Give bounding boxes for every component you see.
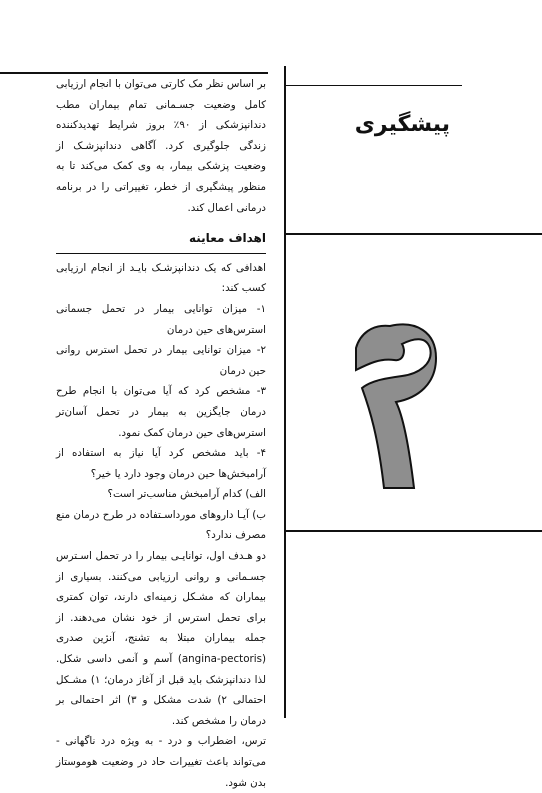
closing-paragraph: ترس، اضطراب و درد - به ویژه درد ناگهانی - می‌تواند باعث تغییرات حاد در وضعیت هوموستاز بدن شود. bbox=[56, 735, 266, 789]
list-item: الف) کدام آرامبخش مناسب‌تر است؟ bbox=[107, 488, 266, 501]
intro-paragraph: بر اساس نظر مک کارتی می‌توان با انجام ارزیابی کامل وضعیت جسـمانی تمام بیماران مطب دندانپزشکی از ۹۰٪ بروز شرایط تهدیدکننده زندگی جلوگیری کرد. آگاهی دندانپزشـک از وضعیت پزشکی بیمار، به وی کمک می‌کند تا به منظور پیشگیری از خطر، تغییراتی را در برنامه درمانی اعمال کند. bbox=[56, 78, 266, 214]
list-item: ب) آیـا داروهای مورداسـتفاده در طرح درمان منع مصرف ندارد؟ bbox=[56, 508, 266, 542]
chapter-title: پیشگیری bbox=[354, 112, 450, 137]
section-heading: اهداف معاینه bbox=[56, 228, 266, 254]
chapter-number-graphic bbox=[332, 318, 442, 498]
title-rule bbox=[286, 85, 462, 86]
list-item: ۲- میزان توانایی بیمار در تحمل استرس روانی حین درمان bbox=[56, 344, 266, 377]
list-item: ۴- باید مشخص کرد آیا نیاز به استفاده از آرامبخش‌ها حین درمان وجود دارد یا خیر؟ bbox=[56, 447, 266, 480]
column-divider bbox=[284, 66, 286, 718]
list-item: ۳- مشخص کرد که آیا می‌توان با انجام طرح درمان جایگزین به بیمار در تحمل آسان‌تر استرس‌های حین درمان کمک نمود. bbox=[56, 385, 266, 439]
sidebar-rule-lower bbox=[286, 530, 542, 532]
sidebar-rule-upper bbox=[286, 233, 542, 235]
chapter-number-glyph bbox=[356, 324, 436, 488]
list-item: ۱- میزان توانایی بیمار در تحمل جسمانی استرس‌های حین درمان bbox=[56, 302, 266, 336]
section-lead: اهدافی که یک دندانپزشـک بایـد از انجام ارزیابی کسب کند: bbox=[56, 261, 266, 295]
body-paragraph: دو هـدف اول، توانایـی بیمار را در تحمل اسـترس جسـمانی و روانی ارزیابی می‌کنند. بسیاری از بیماران که مشـکل زمینه‌ای دارند، توان کمتری برای تحمل استرس از خود نشان می‌دهند. از جمله بیماران مبتلا به تشنج، آنژین صدری (angina-pectoris) آسم و آنمی داسی شکل. لذا دندانپزشک باید قبل از آغاز درمان؛ ۱) مشـکل احتمالی ۲) شدت مشکل و ۳) اثر احتمالی بر درمان را مشخص کند. bbox=[56, 550, 267, 727]
main-text-column bbox=[56, 72, 266, 793]
